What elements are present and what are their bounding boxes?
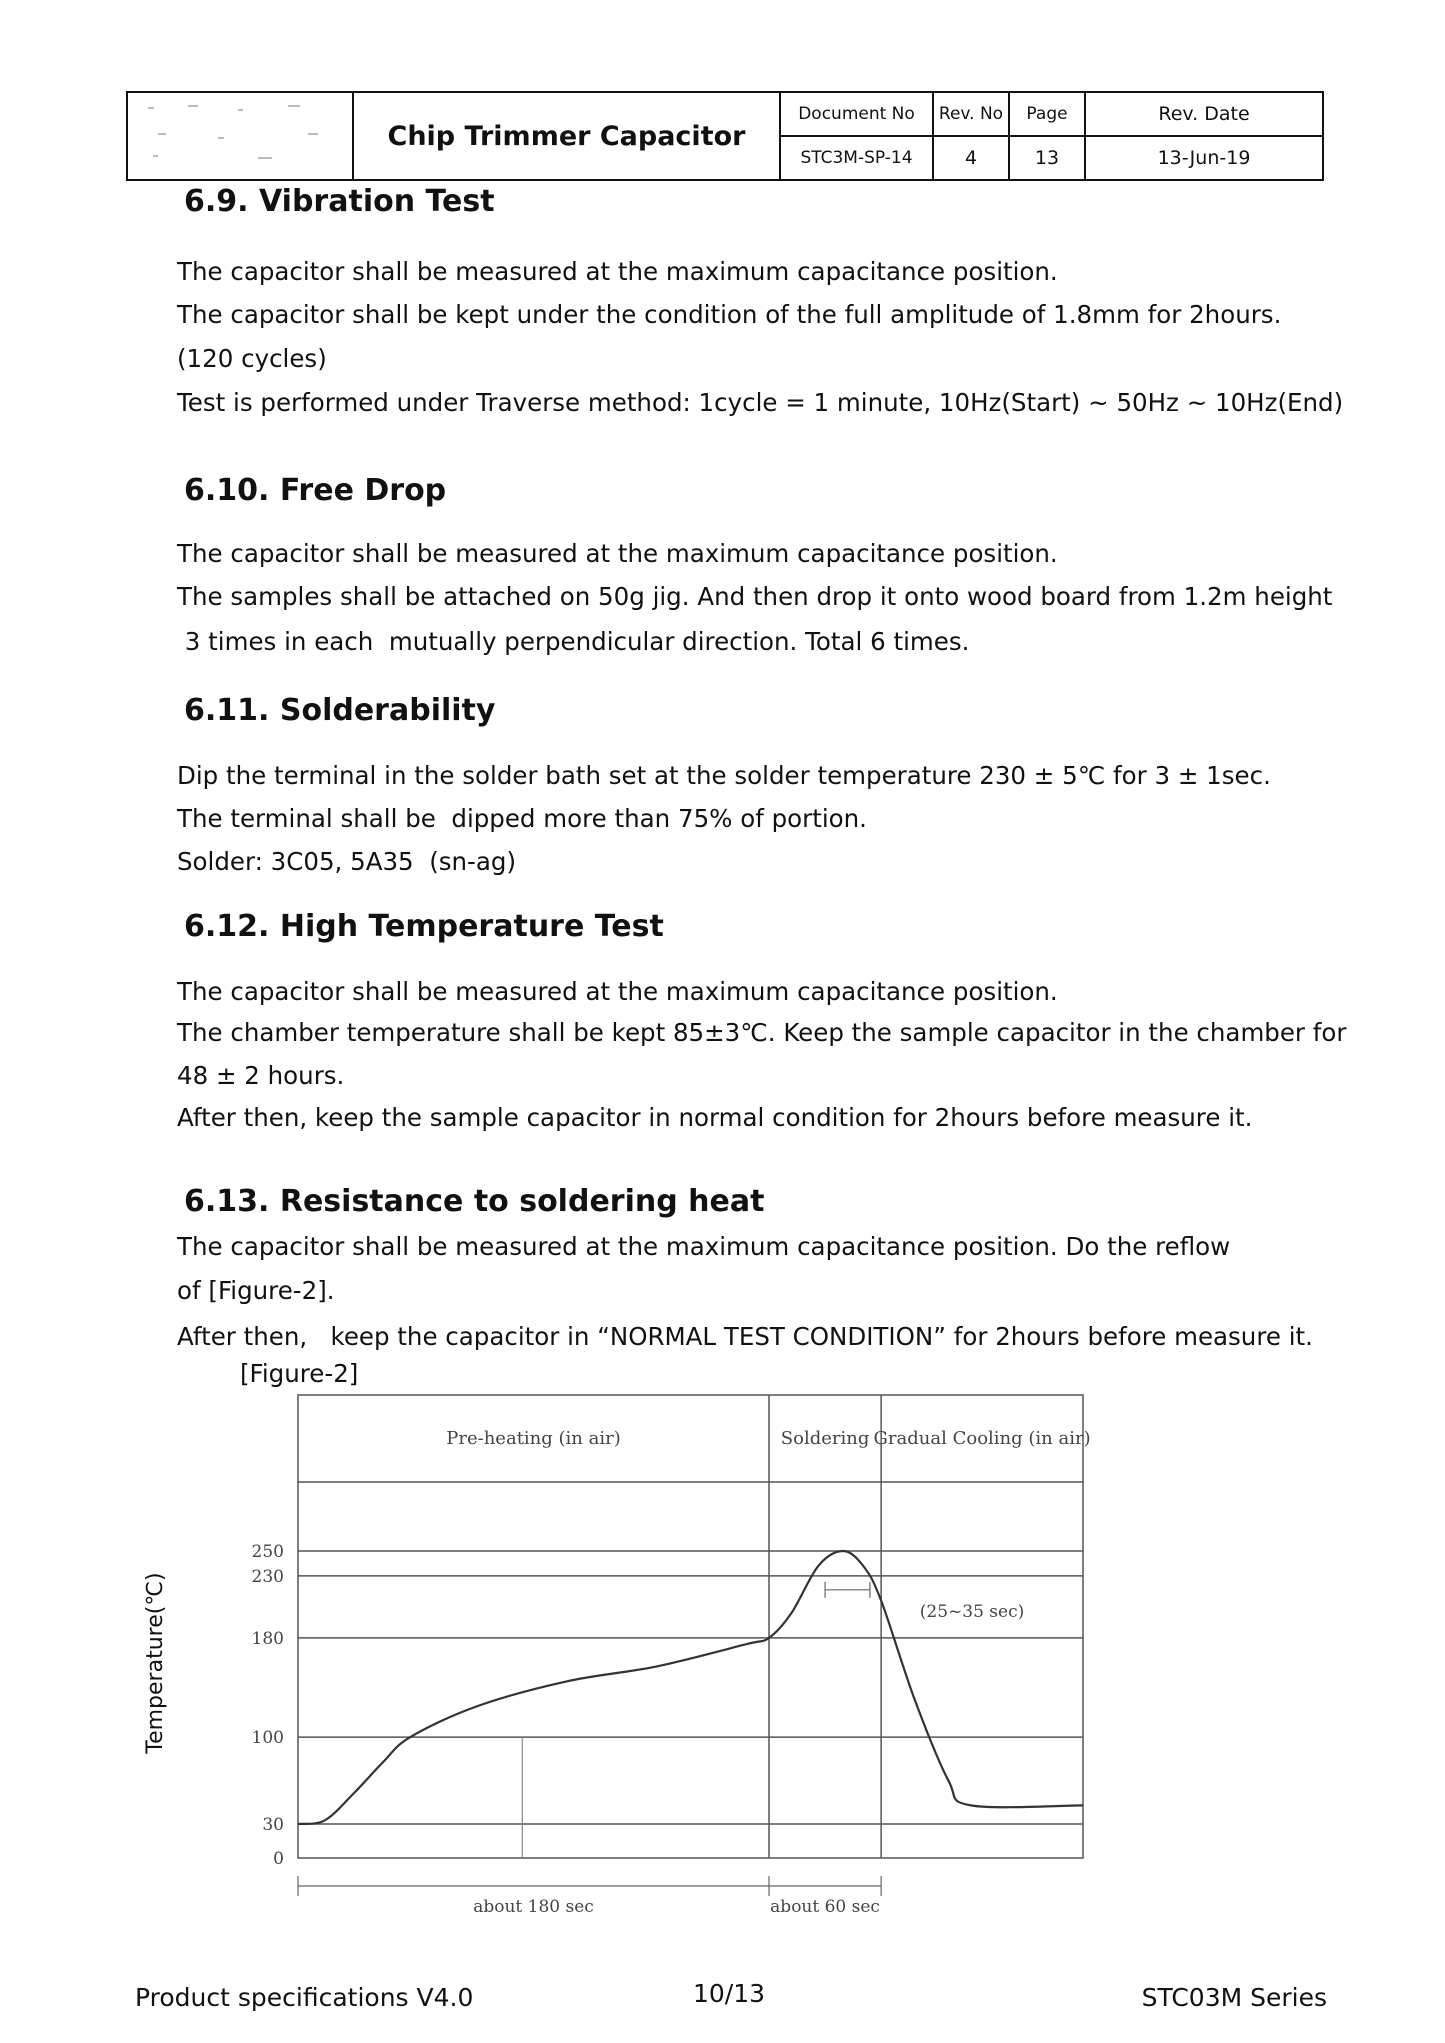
header-document-no-label: Document No	[780, 92, 933, 136]
paragraph-line: The capacitor shall be kept under the condition of the full amplitude of 1.8mm for 2hours.	[177, 300, 1282, 329]
paragraph-line: The capacitor shall be measured at the maximum capacitance position.	[177, 977, 1058, 1006]
y-tick-label: 100	[251, 1728, 284, 1749]
duration-label: about 60 sec	[770, 1897, 880, 1917]
header-rev-date-value: 13-Jun-19	[1085, 136, 1323, 180]
paragraph-line: The samples shall be attached on 50g jig. And then drop it onto wood board from 1.2m height	[177, 582, 1333, 611]
phase-label: Gradual Cooling (in air)	[873, 1428, 1091, 1449]
reflow-profile-line	[298, 1551, 1083, 1824]
section-title-resistance-to-soldering-heat: 6.13. Resistance to soldering heat	[184, 1184, 765, 1219]
duration-label: about 180 sec	[473, 1897, 594, 1917]
section-title-vibration-test: 6.9. Vibration Test	[184, 184, 495, 219]
paragraph-line: 48 ± 2 hours.	[177, 1061, 345, 1090]
paragraph-line: The chamber temperature shall be kept 85±3℃. Keep the sample capacitor in the chamber for	[177, 1018, 1347, 1047]
paragraph-line: Dip the terminal in the solder bath set at the solder temperature 230 ± 5℃ for 3 ± 1sec.	[177, 761, 1271, 790]
paragraph-line: (120 cycles)	[177, 344, 327, 373]
header-rev-date-label: Rev. Date	[1085, 92, 1323, 136]
y-tick-label: 30	[262, 1815, 284, 1835]
paragraph-line: of [Figure-2].	[177, 1276, 335, 1305]
paragraph-line: The capacitor shall be measured at the maximum capacitance position.	[177, 257, 1058, 286]
document-title: Chip Trimmer Capacitor	[353, 92, 780, 180]
header-page-label: Page	[1009, 92, 1085, 136]
paragraph-line: After then, keep the sample capacitor in normal condition for 2hours before measure it.	[177, 1103, 1253, 1132]
paragraph-line: Test is performed under Traverse method: 1cycle = 1 minute, 10Hz(Start) ~ 50Hz ~ 10Hz(End)	[177, 388, 1344, 417]
y-tick-label: 230	[251, 1566, 284, 1587]
footer-page-number: 10/13	[693, 1979, 766, 2008]
y-tick-label: 250	[251, 1542, 284, 1562]
header-rev-no-value: 4	[933, 136, 1009, 180]
footer-series: STC03M Series	[1141, 1983, 1327, 2012]
chart-frame	[298, 1395, 1083, 1858]
y-tick-label: 180	[251, 1628, 284, 1649]
phase-label: Soldering	[780, 1428, 870, 1449]
header-rev-no-label: Rev. No	[933, 92, 1009, 136]
chart-y-axis-label: Temperature(℃)	[143, 1572, 168, 1754]
section-title-free-drop: 6.10. Free Drop	[184, 473, 447, 508]
header-document-no-value: STC3M-SP-14	[780, 136, 933, 180]
peak-duration-annotation: (25~35 sec)	[919, 1602, 1025, 1622]
paragraph-line: Solder: 3C05, 5A35 (sn-ag)	[177, 847, 517, 876]
paragraph-line: 3 times in each mutually perpendicular direction. Total 6 times.	[177, 627, 970, 656]
figure-label: [Figure-2]	[240, 1359, 359, 1388]
section-title-solderability: 6.11. Solderability	[184, 693, 496, 728]
y-tick-label: 0	[273, 1849, 284, 1869]
section-title-high-temperature-test: 6.12. High Temperature Test	[184, 909, 664, 944]
footer-product-spec: Product specifications V4.0	[135, 1983, 474, 2012]
paragraph-line: The capacitor shall be measured at the maximum capacitance position.	[177, 539, 1058, 568]
paragraph-line: The capacitor shall be measured at the maximum capacitance position. Do the reflow	[177, 1232, 1231, 1261]
paragraph-line: The terminal shall be dipped more than 75% of portion.	[177, 804, 867, 833]
phase-label: Pre-heating (in air)	[446, 1428, 621, 1449]
paragraph-line: After then, keep the capacitor in “NORMAL TEST CONDITION” for 2hours before measure it.	[177, 1322, 1313, 1351]
header-page-value: 13	[1009, 136, 1085, 180]
